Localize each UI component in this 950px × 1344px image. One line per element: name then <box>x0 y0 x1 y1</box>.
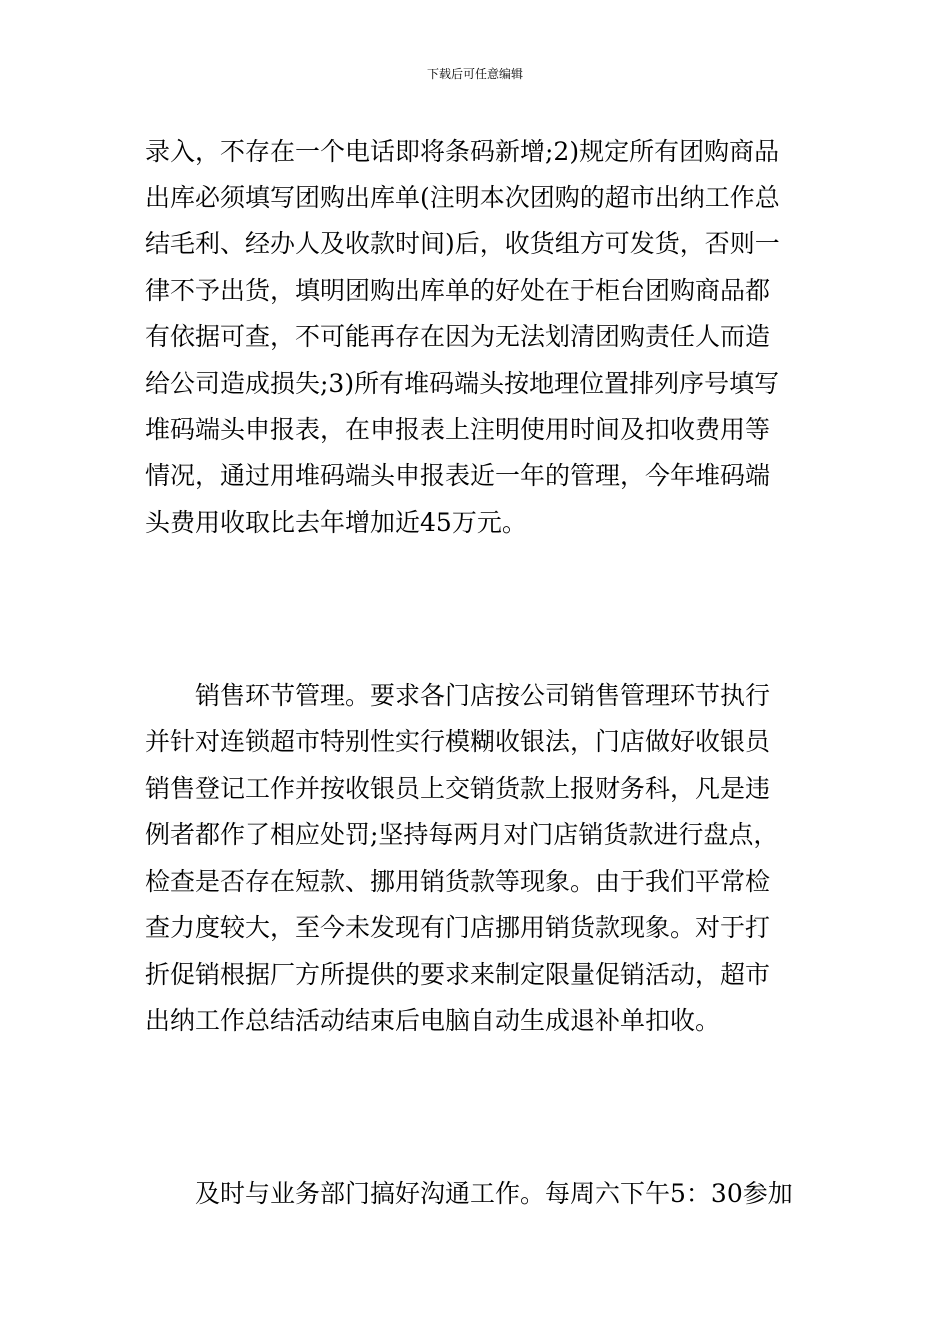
page-header: 下载后可任意编辑 <box>426 67 523 81</box>
paragraph-2-line-1: 销售环节管理。要求各门店按公司销售管理环节执行 <box>195 681 771 710</box>
paragraph-3-line-1: 及时与业务部门搞好沟通工作。每周六下午5：30参加 <box>195 1179 793 1208</box>
paragraph-2-line-2: 并针对连锁超市特别性实行模糊收银法，门店做好收银员 <box>145 727 771 756</box>
paragraph-2-line-7: 折促销根据厂方所提供的要求来制定限量促销活动，超市 <box>145 960 771 989</box>
paragraph-1-line-7: 堆码端头申报表，在申报表上注明使用时间及扣收费用等 <box>145 415 771 444</box>
paragraph-2-line-6: 查力度较大，至今未发现有门店挪用销货款现象。对于打 <box>145 913 771 942</box>
paragraph-1-line-4: 律不予出货，填明团购出库单的好处在于柜台团购商品都 <box>145 276 771 305</box>
paragraph-2-line-3: 销售登记工作并按收银员上交销货款上报财务科，凡是违 <box>145 774 771 803</box>
paragraph-1-line-2: 出库必须填写团购出库单(注明本次团购的超市出纳工作总 <box>145 183 780 212</box>
paragraph-1-line-1: 录入，不存在一个电话即将条码新增;2)规定所有团购商品 <box>145 137 780 166</box>
paragraph-2-line-4: 例者都作了相应处罚;坚持每两月对门店销货款进行盘点， <box>145 820 779 849</box>
paragraph-2-line-8: 出纳工作总结活动结束后电脑自动生成退补单扣收。 <box>145 1006 721 1035</box>
paragraph-1-line-8: 情况，通过用堆码端头申报表近一年的管理，今年堆码端 <box>145 461 771 490</box>
paragraph-1-line-5: 有依据可查，不可能再存在因为无法划清团购责任人而造 <box>145 322 771 351</box>
paragraph-1-line-3: 结毛利、经办人及收款时间)后，收货组方可发货，否则一 <box>145 229 780 258</box>
paragraph-1-line-6: 给公司造成损失;3)所有堆码端头按地理位置排列序号填写 <box>145 369 780 398</box>
paragraph-2-line-5: 检查是否存在短款、挪用销货款等现象。由于我们平常检 <box>145 867 771 896</box>
paragraph-1-line-9: 头费用收取比去年增加近45万元。 <box>145 508 527 537</box>
